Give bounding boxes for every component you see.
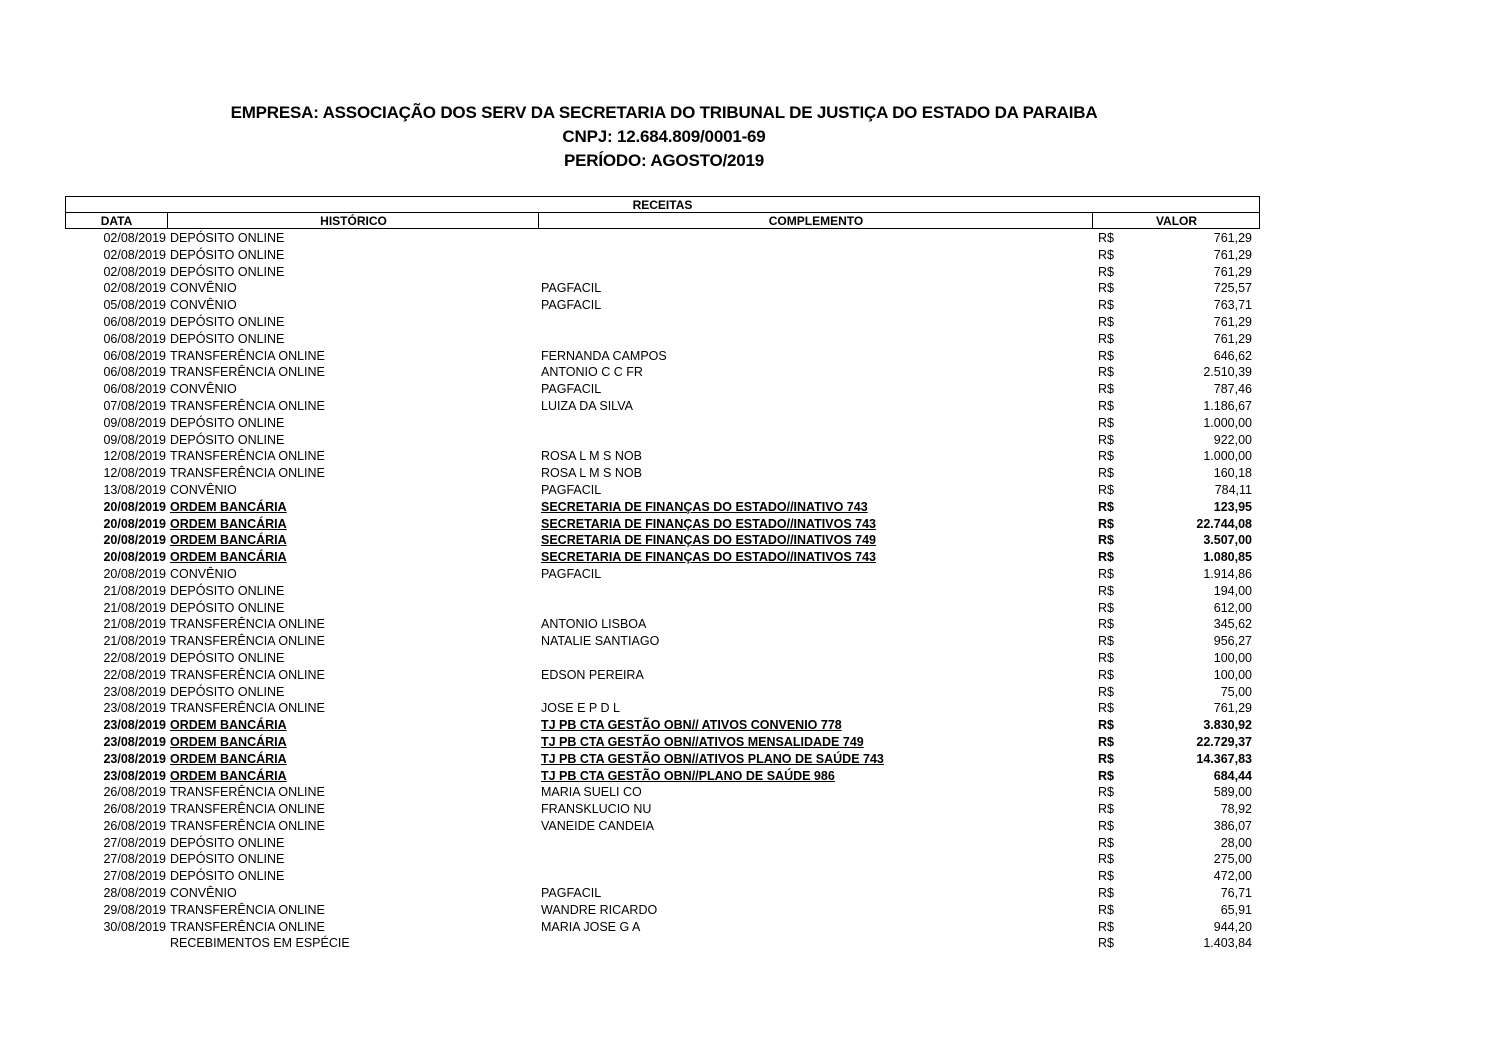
table-row	[0, 935, 1497, 952]
row-history: TRANSFERÊNCIA ONLINE	[170, 348, 325, 363]
row-date: 22/08/2019	[103, 650, 166, 665]
row-history: DEPÓSITO ONLINE	[170, 314, 285, 329]
row-value: 472,00	[1213, 869, 1252, 884]
row-value: 1.186,67	[1203, 398, 1252, 413]
row-value: 761,29	[1213, 701, 1252, 716]
row-history: CONVÊNIO	[170, 482, 237, 497]
row-date: 27/08/2019	[103, 869, 166, 884]
row-complement: PAGFACIL	[541, 382, 602, 397]
row-value: 761,29	[1213, 314, 1252, 329]
row-currency: R$	[1098, 902, 1114, 917]
row-date: 13/08/2019	[103, 482, 166, 497]
row-history: DEPÓSITO ONLINE	[170, 231, 285, 245]
table-row	[0, 499, 1497, 516]
row-currency: R$	[1098, 298, 1114, 313]
row-complement: PAGFACIL	[541, 281, 602, 296]
row-date: 09/08/2019	[103, 415, 166, 430]
row-date: 23/08/2019	[103, 701, 166, 716]
row-value: 123,95	[1213, 499, 1252, 514]
row-currency: R$	[1098, 701, 1114, 716]
row-date: 12/08/2019	[103, 466, 166, 481]
row-currency: R$	[1098, 751, 1114, 766]
row-date: 20/08/2019	[103, 533, 166, 548]
row-currency: R$	[1098, 785, 1114, 800]
row-history: TRANSFERÊNCIA ONLINE	[170, 617, 325, 632]
row-value: 3.507,00	[1203, 533, 1252, 548]
row-currency: R$	[1098, 667, 1114, 682]
row-history: ORDEM BANCÁRIA	[170, 751, 287, 766]
row-value: 22.729,37	[1196, 734, 1252, 749]
row-value: 761,29	[1213, 264, 1252, 279]
row-complement: FRANSKLUCIO NU	[541, 802, 652, 817]
row-history: CONVÊNIO	[170, 281, 237, 296]
row-currency: R$	[1098, 600, 1114, 615]
row-currency: R$	[1098, 802, 1114, 817]
row-date: 23/08/2019	[103, 684, 166, 699]
row-date: 06/08/2019	[103, 348, 166, 363]
table-row	[0, 684, 1497, 701]
row-complement: SECRETARIA DE FINANÇAS DO ESTADO//INATIVO 743	[541, 499, 868, 514]
column-separator	[538, 213, 539, 229]
row-complement: ANTONIO LISBOA	[541, 617, 647, 632]
row-history: TRANSFERÊNCIA ONLINE	[170, 466, 325, 481]
table-row	[0, 734, 1497, 751]
table-row	[0, 549, 1497, 566]
table-row	[0, 751, 1497, 768]
row-history: TRANSFERÊNCIA ONLINE	[170, 365, 325, 380]
row-history: CONVÊNIO	[170, 298, 237, 313]
row-currency: R$	[1098, 482, 1114, 497]
table-row	[0, 348, 1497, 365]
row-history: TRANSFERÊNCIA ONLINE	[170, 902, 325, 917]
row-history: DEPÓSITO ONLINE	[170, 247, 285, 262]
row-value: 684,44	[1213, 768, 1252, 783]
row-date: 26/08/2019	[103, 785, 166, 800]
row-history: TRANSFERÊNCIA ONLINE	[170, 802, 325, 817]
table-row	[0, 516, 1497, 533]
section-title: RECEITAS	[66, 197, 1259, 213]
row-date: 21/08/2019	[103, 600, 166, 615]
row-value: 14.367,83	[1196, 751, 1252, 766]
row-complement: NATALIE SANTIAGO	[541, 634, 660, 649]
table-row	[0, 432, 1497, 449]
row-history: DEPÓSITO ONLINE	[170, 869, 285, 884]
column-header-history: HISTÓRICO	[320, 214, 387, 228]
receitas-table-header	[65, 196, 1260, 229]
row-date: 30/08/2019	[103, 919, 166, 934]
row-date: 23/08/2019	[103, 734, 166, 749]
row-currency: R$	[1098, 331, 1114, 346]
row-complement: VANEIDE CANDEIA	[541, 818, 654, 833]
row-value: 3.830,92	[1203, 718, 1252, 733]
row-date: 02/08/2019	[103, 231, 166, 245]
row-currency: R$	[1098, 432, 1114, 447]
table-row	[0, 835, 1497, 852]
row-complement: TJ PB CTA GESTÃO OBN//ATIVOS MENSALIDADE 749	[541, 734, 864, 749]
row-currency: R$	[1098, 852, 1114, 867]
row-currency: R$	[1098, 818, 1114, 833]
table-row	[0, 633, 1497, 650]
row-value: 22.744,08	[1196, 516, 1252, 531]
row-date: 20/08/2019	[103, 566, 166, 581]
row-history: DEPÓSITO ONLINE	[170, 835, 285, 850]
row-value: 761,29	[1213, 331, 1252, 346]
row-value: 78,92	[1220, 802, 1252, 817]
period-line: PERÍODO: AGOSTO/2019	[563, 151, 765, 170]
row-currency: R$	[1098, 768, 1114, 783]
row-complement: ROSA L M S NOB	[541, 466, 642, 481]
row-date: 21/08/2019	[103, 634, 166, 649]
row-currency: R$	[1098, 247, 1114, 262]
column-header-complement: COMPLEMENTO	[768, 214, 864, 228]
row-value: 784,11	[1214, 482, 1252, 497]
row-date: 20/08/2019	[103, 550, 166, 565]
row-complement: TJ PB CTA GESTÃO OBN//PLANO DE SAÚDE 986	[541, 768, 835, 783]
row-date: 20/08/2019	[103, 516, 166, 531]
row-currency: R$	[1098, 348, 1114, 363]
row-currency: R$	[1098, 919, 1114, 934]
table-row	[0, 700, 1497, 717]
row-value: 100,00	[1213, 667, 1252, 682]
company-title: EMPRESA: ASSOCIAÇÃO DOS SERV DA SECRETARIA DO TRIBUNAL DE JUSTIÇA DO ESTADO DA PARAIBA	[230, 103, 1098, 122]
row-date: 05/08/2019	[103, 298, 166, 313]
row-value: 1.080,85	[1203, 550, 1252, 565]
row-currency: R$	[1098, 449, 1114, 464]
table-row	[0, 532, 1497, 549]
row-history: DEPÓSITO ONLINE	[170, 415, 285, 430]
row-history: RECEBIMENTOS EM ESPÉCIE	[170, 936, 350, 951]
row-complement: SECRETARIA DE FINANÇAS DO ESTADO//INATIVOS 743	[541, 550, 876, 565]
table-row	[0, 784, 1497, 801]
table-row	[0, 247, 1497, 264]
row-complement: TJ PB CTA GESTÃO OBN//ATIVOS PLANO DE SAÚDE 743	[541, 751, 884, 766]
row-currency: R$	[1098, 365, 1114, 380]
row-date: 06/08/2019	[103, 382, 166, 397]
column-header-date: DATA	[100, 214, 133, 228]
row-date: 29/08/2019	[103, 902, 166, 917]
row-currency: R$	[1098, 583, 1114, 598]
row-history: TRANSFERÊNCIA ONLINE	[170, 449, 325, 464]
transaction-list	[0, 230, 1497, 952]
table-row	[0, 801, 1497, 818]
row-history: TRANSFERÊNCIA ONLINE	[170, 818, 325, 833]
row-history: TRANSFERÊNCIA ONLINE	[170, 667, 325, 682]
row-complement: SECRETARIA DE FINANÇAS DO ESTADO//INATIVOS 749	[541, 533, 876, 548]
row-complement: ANTONIO C C FR	[541, 365, 643, 380]
row-complement: SECRETARIA DE FINANÇAS DO ESTADO//INATIVOS 743	[541, 516, 876, 531]
row-value: 194,00	[1213, 583, 1252, 598]
row-history: ORDEM BANCÁRIA	[170, 533, 287, 548]
table-row	[0, 650, 1497, 667]
row-date: 09/08/2019	[103, 432, 166, 447]
column-separator	[1092, 213, 1093, 229]
table-row	[0, 583, 1497, 600]
row-history: TRANSFERÊNCIA ONLINE	[170, 701, 325, 716]
row-complement: WANDRE RICARDO	[541, 902, 658, 917]
row-complement: PAGFACIL	[541, 886, 602, 901]
row-date: 02/08/2019	[103, 281, 166, 296]
table-row	[0, 264, 1497, 281]
row-value: 28,00	[1220, 835, 1252, 850]
row-date: 22/08/2019	[103, 667, 166, 682]
row-currency: R$	[1098, 533, 1114, 548]
row-history: ORDEM BANCÁRIA	[170, 550, 287, 565]
row-date: 27/08/2019	[103, 852, 166, 867]
row-date: 21/08/2019	[103, 583, 166, 598]
table-row	[0, 381, 1497, 398]
row-date: 28/08/2019	[103, 886, 166, 901]
row-currency: R$	[1098, 634, 1114, 649]
row-currency: R$	[1098, 835, 1114, 850]
row-value: 2.510,39	[1203, 365, 1252, 380]
row-history: ORDEM BANCÁRIA	[170, 516, 287, 531]
column-header-value: VALOR	[1155, 214, 1198, 228]
row-date: 02/08/2019	[103, 264, 166, 279]
row-date: 23/08/2019	[103, 718, 166, 733]
row-complement: JOSE E P D L	[541, 701, 620, 716]
table-row	[0, 230, 1497, 247]
row-value: 160,18	[1213, 466, 1252, 481]
row-history: DEPÓSITO ONLINE	[170, 331, 285, 346]
row-date: 06/08/2019	[103, 314, 166, 329]
cnpj-line: CNPJ: 12.684.809/0001-69	[562, 127, 766, 146]
row-history: DEPÓSITO ONLINE	[170, 583, 285, 598]
row-history: CONVÊNIO	[170, 382, 237, 397]
table-row	[0, 919, 1497, 936]
row-currency: R$	[1098, 264, 1114, 279]
row-value: 1.000,00	[1203, 415, 1252, 430]
row-value: 944,20	[1213, 919, 1252, 934]
row-history: DEPÓSITO ONLINE	[170, 684, 285, 699]
table-row	[0, 768, 1497, 785]
row-complement: ROSA L M S NOB	[541, 449, 642, 464]
row-value: 76,71	[1220, 886, 1252, 901]
column-separator	[167, 213, 168, 229]
row-date: 06/08/2019	[103, 365, 166, 380]
row-complement: PAGFACIL	[541, 482, 602, 497]
row-value: 922,00	[1213, 432, 1252, 447]
row-currency: R$	[1098, 936, 1114, 951]
row-complement: EDSON PEREIRA	[541, 667, 644, 682]
table-row	[0, 885, 1497, 902]
row-date: 12/08/2019	[103, 449, 166, 464]
table-row	[0, 415, 1497, 432]
table-row	[0, 616, 1497, 633]
row-value: 589,00	[1213, 785, 1252, 800]
row-currency: R$	[1098, 550, 1114, 565]
row-date: 26/08/2019	[103, 802, 166, 817]
row-complement: MARIA SUELI CO	[541, 785, 642, 800]
row-history: DEPÓSITO ONLINE	[170, 264, 285, 279]
row-date: 02/08/2019	[103, 247, 166, 262]
row-currency: R$	[1098, 516, 1114, 531]
row-history: DEPÓSITO ONLINE	[170, 432, 285, 447]
row-currency: R$	[1098, 281, 1114, 296]
table-row	[0, 482, 1497, 499]
table-row	[0, 818, 1497, 835]
table-row	[0, 448, 1497, 465]
table-row	[0, 667, 1497, 684]
row-complement: PAGFACIL	[541, 298, 602, 313]
table-row	[0, 851, 1497, 868]
row-value: 646,62	[1213, 348, 1252, 363]
row-date: 26/08/2019	[103, 818, 166, 833]
row-value: 1.914,86	[1203, 566, 1252, 581]
row-history: DEPÓSITO ONLINE	[170, 852, 285, 867]
row-history: ORDEM BANCÁRIA	[170, 768, 287, 783]
table-row	[0, 465, 1497, 482]
row-complement: LUIZA DA SILVA	[541, 398, 633, 413]
row-currency: R$	[1098, 734, 1114, 749]
row-value: 761,29	[1213, 231, 1252, 245]
row-complement: MARIA JOSE G A	[541, 919, 641, 934]
row-value: 275,00	[1213, 852, 1252, 867]
row-value: 386,07	[1213, 818, 1252, 833]
row-value: 763,71	[1213, 298, 1252, 313]
row-history: CONVÊNIO	[170, 566, 237, 581]
row-complement: TJ PB CTA GESTÃO OBN// ATIVOS CONVENIO 778	[541, 718, 842, 733]
table-row	[0, 280, 1497, 297]
row-history: ORDEM BANCÁRIA	[170, 718, 287, 733]
row-currency: R$	[1098, 650, 1114, 665]
row-date: 21/08/2019	[103, 617, 166, 632]
row-complement: PAGFACIL	[541, 566, 602, 581]
row-value: 65,91	[1220, 902, 1252, 917]
row-currency: R$	[1098, 718, 1114, 733]
row-history: TRANSFERÊNCIA ONLINE	[170, 785, 325, 800]
row-history: DEPÓSITO ONLINE	[170, 650, 285, 665]
row-currency: R$	[1098, 382, 1114, 397]
row-currency: R$	[1098, 499, 1114, 514]
row-complement: FERNANDA CAMPOS	[541, 348, 667, 363]
table-row	[0, 331, 1497, 348]
row-value: 1.403,84	[1203, 936, 1252, 951]
row-value: 787,46	[1213, 382, 1252, 397]
row-value: 612,00	[1213, 600, 1252, 615]
row-value: 725,57	[1213, 281, 1252, 296]
row-currency: R$	[1098, 869, 1114, 884]
row-value: 75,00	[1220, 684, 1252, 699]
row-date: 23/08/2019	[103, 768, 166, 783]
table-row	[0, 364, 1497, 381]
row-value: 100,00	[1213, 650, 1252, 665]
table-row	[0, 314, 1497, 331]
row-history: TRANSFERÊNCIA ONLINE	[170, 398, 325, 413]
row-currency: R$	[1098, 886, 1114, 901]
table-row	[0, 398, 1497, 415]
row-value: 956,27	[1213, 634, 1252, 649]
row-value: 761,29	[1213, 247, 1252, 262]
row-currency: R$	[1098, 314, 1114, 329]
table-row	[0, 566, 1497, 583]
row-currency: R$	[1098, 415, 1114, 430]
table-row	[0, 717, 1497, 734]
row-date: 27/08/2019	[103, 835, 166, 850]
row-currency: R$	[1098, 231, 1114, 245]
row-value: 1.000,00	[1203, 449, 1252, 464]
row-history: ORDEM BANCÁRIA	[170, 499, 287, 514]
row-currency: R$	[1098, 566, 1114, 581]
row-history: TRANSFERÊNCIA ONLINE	[170, 919, 325, 934]
row-value: 345,62	[1213, 617, 1252, 632]
table-row	[0, 868, 1497, 885]
row-currency: R$	[1098, 617, 1114, 632]
row-date: 06/08/2019	[103, 331, 166, 346]
table-row	[0, 902, 1497, 919]
row-currency: R$	[1098, 684, 1114, 699]
row-history: TRANSFERÊNCIA ONLINE	[170, 634, 325, 649]
row-currency: R$	[1098, 466, 1114, 481]
row-date: 23/08/2019	[103, 751, 166, 766]
table-row	[0, 297, 1497, 314]
table-row	[0, 600, 1497, 617]
row-history: CONVÊNIO	[170, 886, 237, 901]
row-currency: R$	[1098, 398, 1114, 413]
row-date: 20/08/2019	[103, 499, 166, 514]
row-history: ORDEM BANCÁRIA	[170, 734, 287, 749]
row-date: 07/08/2019	[103, 398, 166, 413]
row-history: DEPÓSITO ONLINE	[170, 600, 285, 615]
